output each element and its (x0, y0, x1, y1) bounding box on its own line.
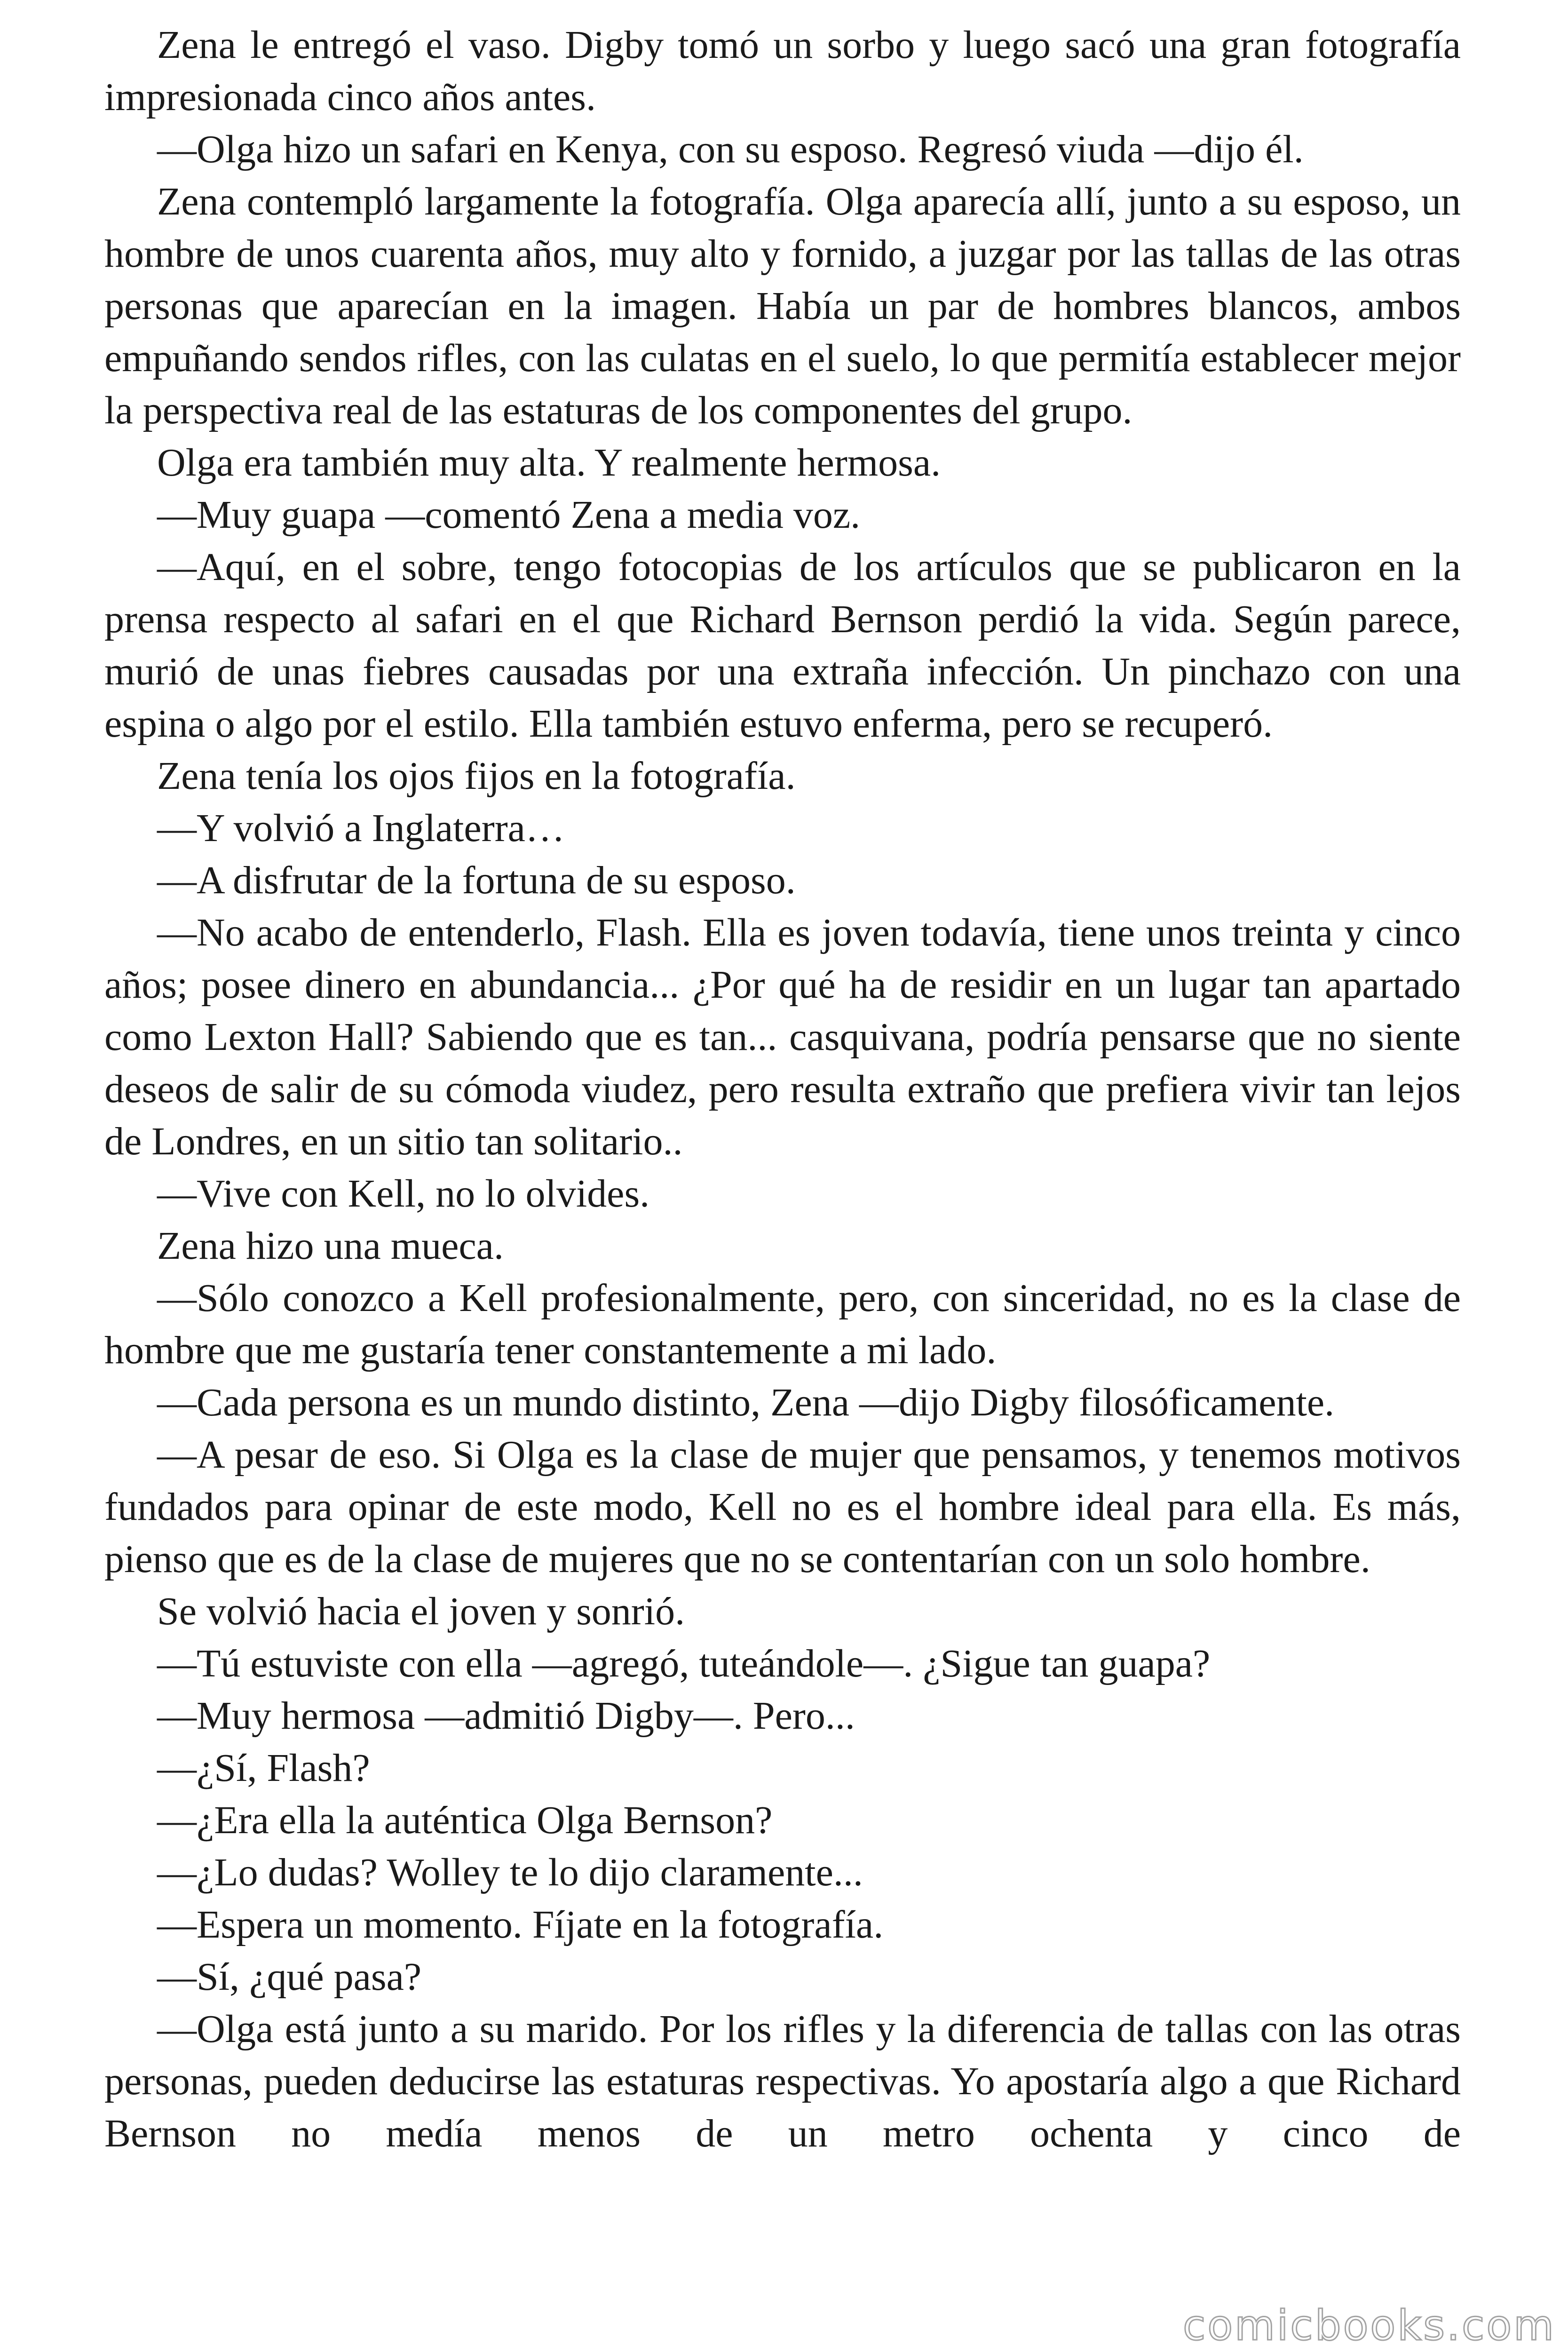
paragraph: —Cada persona es un mundo distinto, Zena —dijo Digby filosóficamente. (157, 1381, 1335, 1424)
paragraph: Zena tenía los ojos fijos en la fotografía. (157, 754, 796, 798)
paragraph: Olga era también muy alta. Y realmente hermosa. (157, 441, 941, 485)
paragraph: —No acabo de entenderlo, Flash. Ella es joven todavía, tiene unos treinta y cinco años; posee dinero en abundancia... ¿Por qué ha de residir en un lugar tan apartado como Lexton Hall? Sabiendo que es tan... casquivana, podría pensarse que no siente deseos de salir de su cómoda viudez, pero resulta extraño que prefiera vivir tan lejos de Londres, en un sitio tan solitario.. (104, 911, 1461, 1163)
paragraph: —¿Era ella la auténtica Olga Bernson? (157, 1798, 773, 1842)
paragraph: —Tú estuviste con ella —agregó, tuteándole—. ¿Sigue tan guapa? (157, 1642, 1211, 1685)
paragraph: —Aquí, en el sobre, tengo fotocopias de los artículos que se publicaron en la prensa respecto al safari en el que Richard Bernson perdió la vida. Según parece, murió de unas fiebres causadas por una extraña infección. Un pinchazo con una espina o algo por el estilo. Ella también estuvo enferma, pero se recuperó. (104, 545, 1461, 746)
paragraph: Zena le entregó el vaso. Digby tomó un sorbo y luego sacó una gran fotografía impresionada cinco años antes. (104, 23, 1461, 119)
paragraph: —¿Sí, Flash? (157, 1746, 370, 1790)
paragraph: —Vive con Kell, no lo olvides. (157, 1172, 650, 1216)
paragraph: —Y volvió a Inglaterra… (157, 806, 565, 850)
paragraph: —Muy guapa —comentó Zena a media voz. (157, 493, 861, 537)
paragraph: Zena hizo una mueca. (157, 1224, 504, 1268)
paragraph: —Sólo conozco a Kell profesionalmente, pero, con sinceridad, no es la clase de hombre que me gustaría tener constantemente a mi lado. (104, 1276, 1461, 1372)
paragraph: —Sí, ¿qué pasa? (157, 1955, 422, 1999)
paragraph: —Olga está junto a su marido. Por los rifles y la diferencia de tallas con las otras personas, pueden deducirse las estaturas respectivas. Yo apostaría algo a que Richard Bernson no medía menos de un metro ochenta y cinco de (104, 2007, 1461, 2155)
paragraph: —Muy hermosa —admitió Digby—. Pero... (157, 1694, 855, 1738)
watermark: comicbooks.com (1182, 2301, 1556, 2350)
paragraph: —A pesar de eso. Si Olga es la clase de mujer que pensamos, y tenemos motivos fundados para opinar de este modo, Kell no es el hombre ideal para ella. Es más, pienso que es de la clase de mujeres que no se contentarían con un solo hombre. (104, 1433, 1461, 1581)
paragraph: Zena contempló largamente la fotografía. Olga aparecía allí, junto a su esposo, un hombre de unos cuarenta años, muy alto y fornido, a juzgar por las tallas de las otras personas que aparecían en la imagen. Había un par de hombres blancos, ambos empuñando sendos rifles, con las culatas en el suelo, lo que permitía establecer mejor la perspectiva real de las estaturas de los componentes del grupo. (104, 180, 1461, 432)
paragraph: —Olga hizo un safari en Kenya, con su esposo. Regresó viuda —dijo él. (157, 127, 1304, 171)
page-text (104, 19, 1461, 2160)
paragraph: —A disfrutar de la fortuna de su esposo. (157, 858, 796, 902)
paragraph: Se volvió hacia el joven y sonrió. (157, 1589, 685, 1633)
paragraph: —¿Lo dudas? Wolley te lo dijo claramente... (157, 1851, 863, 1894)
paragraph: —Espera un momento. Fíjate en la fotografía. (157, 1903, 884, 1947)
